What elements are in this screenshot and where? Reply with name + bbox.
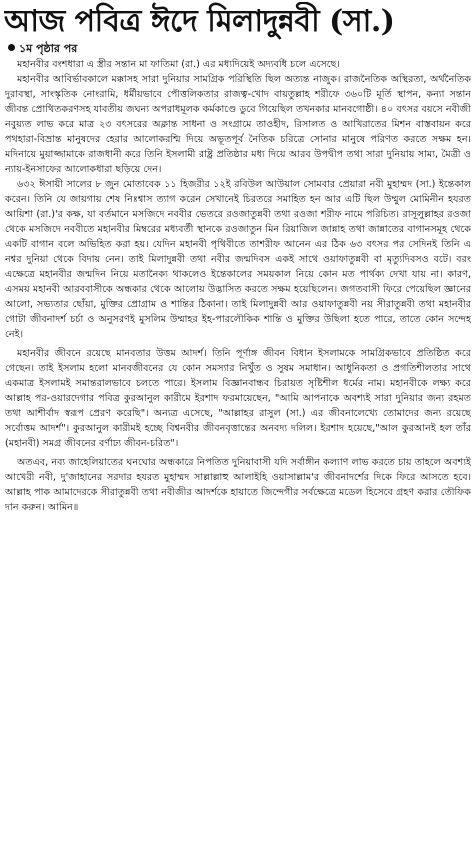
article-paragraph: ৬৩২ ঈসায়ী সালের ৮ জুন মোতাবেক ১১ হিজরীর ১২ই রবিউল আউয়াল সোমবার প্রেয়ারা নবী মুহাম্মদ (সা.) ইন্তেকাল করেন। তিনি যে জায়গায় শেষ নিঃশ্বাস ত্যাগ করেন সেখানেই চিরতরে সমাহিত হন আর এটি ছিল উম্মুল মোমিনীন হযরত আয়িশা (রা.)'র কক্ষ, যা বর্তমানে মসজিদে নববীর ভেতরে রওজাতুন্নবী তথা রওজা শরীফ নামে পরিচিত। রাসূলুল্লাহর রওজা থেকে মসজিদে নববীতে মহানবীর মিম্বরের মধ্যবর্তী স্থানকে রওজাতুন মিন রিয়াজিল জান্নাহ তথা জান্নাতের বাগানসমূহ থেকে একটি বাগান বলে অভিহিত করা হয়। যেদিন মহানবী পৃথিবীতে তাশরীফ আনেন এর ঠিক ৬৩ বৎসর পর সেদিনই তিনি এ নশ্বর দুনিয়া থেকে বিদায় নেন। তাই মিলাদুন্নবী তথা নবীর জন্মদিবস একই সাথে ওয়াফাতুন্নবী বা মৃত্যুদিবসও বটে। বরং এক্ষেত্রে মহানবীর জন্মদিন নিয়ে মতানৈক্য থাকলেও ইন্তেকালের সময়কাল নিয়ে কোন মত পার্থক্য দেখা যায় না। কারণ, এসময় মহানবী আরববাসীকে অন্ধকার থেকে আলোয় উদ্ভাসিত করতে সক্ষম হয়েছিলেন। জগতবাসী ফিরে পেয়েছিল জ্ঞানের আলো, সভ্যতার ছোঁয়া, মুক্তির প্রোগ্রাম ও শান্তির ঠিকানা। তাই মিলাদুন্নবী আর ওয়াফাতুন্নবী নয় সীরাতুন্নবী তথা মহানবীর গোটা জীবনাদর্শ চর্চা ও অনুসরণই মুসলিম উম্মাহর ইহ-পারলৌকিক শান্তি ও মুক্তির উছিলা হতে পারে, তাতে কোন সন্দেহ নেই।: [5, 179, 471, 340]
continued-text: ১ম পৃষ্ঠার পর: [19, 42, 78, 55]
article-paragraph: মহানবীর আবির্ভাবকালে মক্কাসহ সারা দুনিয়ার সামগ্রিক পরিস্থিতি ছিল অত্যন্ত নাজুক। রাজনৈতিক অস্থিরতা, অর্থনৈতিক দুরাবস্থা, সাংস্কৃতিক নোংরামি, ধর্মীয়ভাবে পৌত্তলিকতার রাজত্ব-খোদ বায়তুল্লাহ শরীফে ৩৬০টি মূর্তি স্থাপন, কন্যা সন্তান জীবন্ত প্রোথিতকরণসহ যাবতীয় জঘন্য অপরাধমূলক কর্মকাণ্ডে ডুবে গিয়েছিল তখনকার মানবগোষ্ঠী। ৪০ বৎসর বয়সে নবীজী নবুয়্যত লাভ করে মাত্র ২৩ বৎসরের অক্লান্ত সাধনা ও সংগ্রামে তাওহীদ, রিসালত ও আখিরাতের মিশন বাস্তবায়ন করে পথহারা-বিভ্রান্ত মানুষদের হেরার আলোকরশ্মি দিয়ে অভূতপূর্ব নৈতিক চরিত্রে সোনার মানুষে পরিণত করতে সক্ষম হন। মদিনায়ে মুয়াজ্জামাকে রাজধানী করে তিনি ইসলামী রাষ্ট্র প্রতিষ্ঠার মধ্য দিয়ে আরব উপদ্বীপ তথা সারা দুনিয়ায় সাম্য, মৈত্রী ও ন্যায়-ইনসাফের আলোকধারা ছড়িয়ে দেন।: [5, 74, 471, 175]
continued-from-label: [8, 42, 77, 55]
bullet-icon: [8, 44, 15, 51]
article-paragraph: মহানবীর বংশধারা এ স্ত্রীর সন্তান মা ফাতিমা (রা.) এর মধ্যদিয়েই অদ্যবধি চলে এসেছে।: [17, 59, 340, 70]
article-body: [5, 57, 471, 862]
article-paragraph: মহানবীর জীবনে রয়েছে মানবতার উত্তম আদর্শ। তিনি পূর্ণাঙ্গ জীবন বিধান ইসলামকে সামগ্রিকভাবে প্রতিষ্ঠিত করে গেছেন। তাই ইসলাম হলো মানবজীবনের যে কোন সমস্যার নিখুঁত ও সুষম সমাধান। আধুনিকতা ও প্রগতিশীলতার সাথে একমাত্র ইসলামই সমান্তরালভাবে চলতে পারে। ইসলাম বিজ্ঞানবান্ধব চিরায়ত সৃষ্টিশীল ধর্মের নাম। মহানবীকে লক্ষ্য করে আল্লাহ পর-ওয়ারদেগার পবিত্র কুরআনুল কারীমে ইরশাদ ফরমায়েছেন, "আমি আপনাকে অবশ্যই সারা দুনিয়ার জন্য রহমত তথা আশীর্বাদ স্বরূপ প্রেরণ করেছি"। অন্যত্র এসেছে, "আল্লাহর রাসুল (সা.) এর জীবনালেখ্যে তোমাদের জন্য রয়েছে সর্বোত্তম আদর্শ"। কুরআনুল কারীমই হচ্ছে বিশ্বনবীর জীবনবৃত্তান্তের অনবদ্য দলিল। ইরশাদ হয়েছে,"আল কুরআনই হল তাঁর (মহানবী) সমগ্র জীবনের বর্ণাঢ্য জীবন-চরিত"।: [5, 348, 471, 449]
article-paragraph: অতএব, নব্য জাহেলিয়াতের ঘনঘোর অন্ধকারে নিপতিত দুনিয়াবাসী যদি সর্বাঙ্গীন কল্যাণ লাভ করতে চায় তাহলে অবশ্যই আখেরী নবী, দু'জাহানের সরদার হযরত মুহাম্মদ সাল্লাল্লাহু আলাইহি ওয়াসাল্লাম'র জীবনাদর্শের দিকে ফিরে আসতে হবে। আল্লাহ পাক আমাদেরকে সীরাতুন্নবী তথা নবীজীর আদর্শকে হায়াতে জিন্দেগীর সর্বক্ষেত্রে মডেল হিসেবে গ্রহণ করার তৌফিক দান করুন। আমিন॥: [5, 457, 471, 513]
article-headline: আজ পবিত্র ঈদে মিলাদুন্নবী (সা.): [4, 4, 395, 39]
